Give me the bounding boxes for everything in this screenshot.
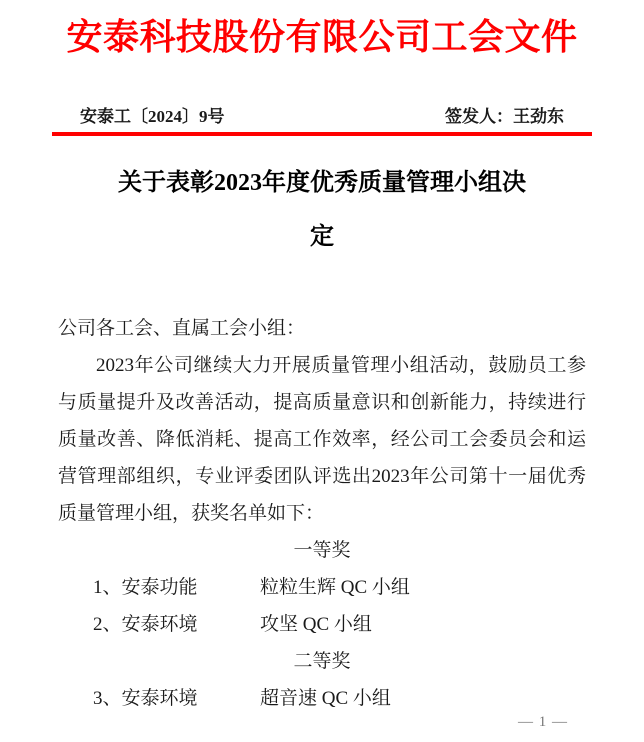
document-number: 安泰工〔2024〕9号	[80, 107, 225, 127]
body-paragraph-line: 质量改善、降低消耗、提高工作效率，经公司工会委员会和运	[58, 429, 586, 451]
award-item-number-unit: 2、安泰环境	[93, 614, 198, 636]
company-letterhead-title: 安泰科技股份有限公司工会文件	[66, 17, 578, 57]
award-item	[58, 569, 586, 606]
red-separator-line	[52, 132, 592, 136]
award-tier-heading-second-prize: 二等奖	[293, 651, 351, 673]
document-info-row	[0, 107, 644, 127]
award-group-name: 超音速 QC 小组	[260, 688, 391, 710]
salutation: 公司各工会、直属工会小组：	[58, 318, 306, 340]
body-paragraph-line: 质量管理小组，获奖名单如下：	[58, 503, 325, 525]
document-title-line-2: 定	[310, 224, 334, 251]
document-title-line-1: 关于表彰2023年度优秀质量管理小组决	[118, 170, 526, 197]
award-item-number-unit: 3、安泰环境	[93, 688, 198, 710]
document-title	[0, 156, 644, 264]
body-paragraph-line: 2023年公司继续大力开展质量管理小组活动，鼓励员工参	[96, 355, 586, 377]
award-item-number-unit: 1、安泰功能	[93, 577, 198, 599]
award-group-name: 攻坚 QC 小组	[260, 614, 372, 636]
award-item	[58, 606, 586, 643]
issuer-label: 签发人：王劲东	[445, 107, 564, 127]
award-group-name: 粒粒生辉 QC 小组	[260, 577, 410, 599]
award-tier-heading-first-prize: 一等奖	[293, 540, 351, 562]
body-paragraph-line: 与质量提升及改善活动，提高质量意识和创新能力，持续进行	[58, 392, 586, 414]
document-body	[58, 310, 586, 717]
award-item	[58, 680, 586, 717]
body-paragraph-line: 营管理部组织，专业评委团队评选出2023年公司第十一届优秀	[58, 466, 586, 488]
page-number: — 1 —	[518, 714, 568, 730]
